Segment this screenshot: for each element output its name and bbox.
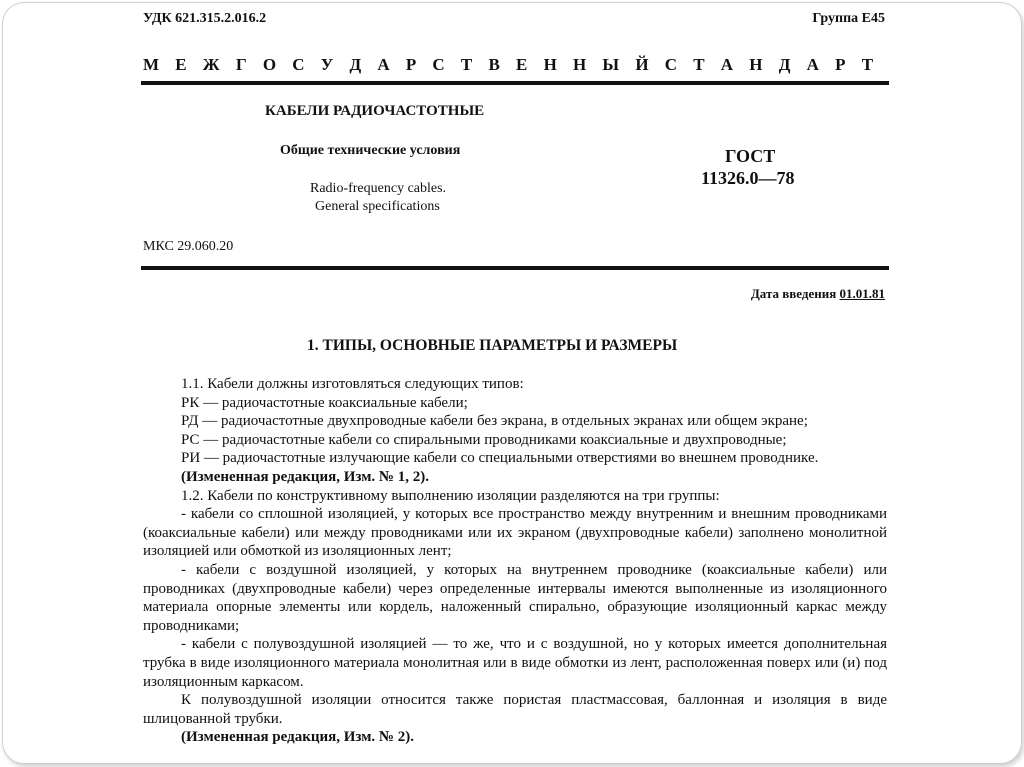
title-divider (141, 266, 889, 270)
paragraph-1-1: 1.1. Кабели должны изготовляться следующих типов: (181, 376, 524, 392)
section-heading: 1. ТИПЫ, ОСНОВНЫЕ ПАРАМЕТРЫ И РАЗМЕРЫ (307, 337, 678, 354)
type-rd: РД — радиочастотные двухпроводные кабели без экрана, в отдельных экранах или общем экране; (181, 413, 808, 430)
introduction-date-value: 01.01.81 (839, 286, 885, 301)
amendment-note-2: (Измененная редакция, Изм. № 2). (181, 729, 415, 746)
porous-insulation-note: К полувоздушной изоляции относится также пористая пластмассовая, баллонная и изоляция в виде шлицованной трубки. (143, 692, 887, 727)
interstate-standard-text: М Е Ж Г О С У Д А Р С Т В Е Н Н Ы Й С Т А Н Д А Р Т (143, 55, 880, 74)
udk-code: УДК 621.315.2.016.2 (143, 11, 267, 26)
document-subtitle: Общие технические условия (280, 143, 461, 158)
insulation-air: - кабели с воздушной изоляцией, у которых на внутреннем проводнике (коаксиальные кабели) или проводниках (двухпроводные кабели) через определенные интервалы имеются выполненные из изоляционного материала опорные элементы или кордель, наложенный спирально, образующие изоляционный каркас между проводниками; (143, 561, 887, 634)
gost-label: ГОСТ (725, 146, 776, 166)
english-title-line-1: Radio-frequency cables. (310, 181, 447, 196)
introduction-date-label: Дата введения (750, 286, 837, 301)
gost-number: 11326.0—78 (701, 168, 795, 188)
mks-code: МКС 29.060.20 (143, 239, 234, 254)
insulation-semi-air: - кабели с полувоздушной изоляцией — то же, что и с воздушной, но у которых имеется дополнительная трубка в виде изоляционного материала монолитная или в виде обмотки из лент, расположенная поверх или (и) под изоляционным каркасом. (143, 636, 887, 690)
group-code: Группа Е45 (812, 11, 885, 26)
paragraph-1-2: 1.2. Кабели по конструктивному выполнению изоляции разделяются на три группы: (181, 487, 720, 504)
interstate-standard-heading (143, 55, 885, 75)
insulation-solid: - кабели со сплошной изоляцией, у которых все пространство между внутренним и внешним проводниками (коаксиальные кабели) или между проводниками или их экраном (двухпроводные кабели) заполнено монолитной изоляцией или обмоткой из изоляционных лент; (143, 506, 887, 560)
document-page (3, 3, 1021, 763)
type-rs: РС — радиочастотные кабели со спиральными проводниками коаксиальные и двухпроводные; (181, 431, 787, 448)
introduction-date (751, 286, 885, 302)
document-title: КАБЕЛИ РАДИОЧАСТОТНЫЕ (265, 103, 485, 119)
type-ri: РИ — радиочастотные излучающие кабели со специальными отверстиями во внешнем проводнике. (181, 450, 819, 467)
header-divider (141, 81, 889, 85)
amendment-note-1: (Измененная редакция, Изм. № 1, 2). (181, 468, 430, 485)
slide-frame (2, 2, 1022, 764)
section-body (143, 375, 887, 747)
type-rk: РК — радиочастотные коаксиальные кабели; (181, 394, 468, 411)
english-title-line-2: General specifications (315, 199, 440, 214)
